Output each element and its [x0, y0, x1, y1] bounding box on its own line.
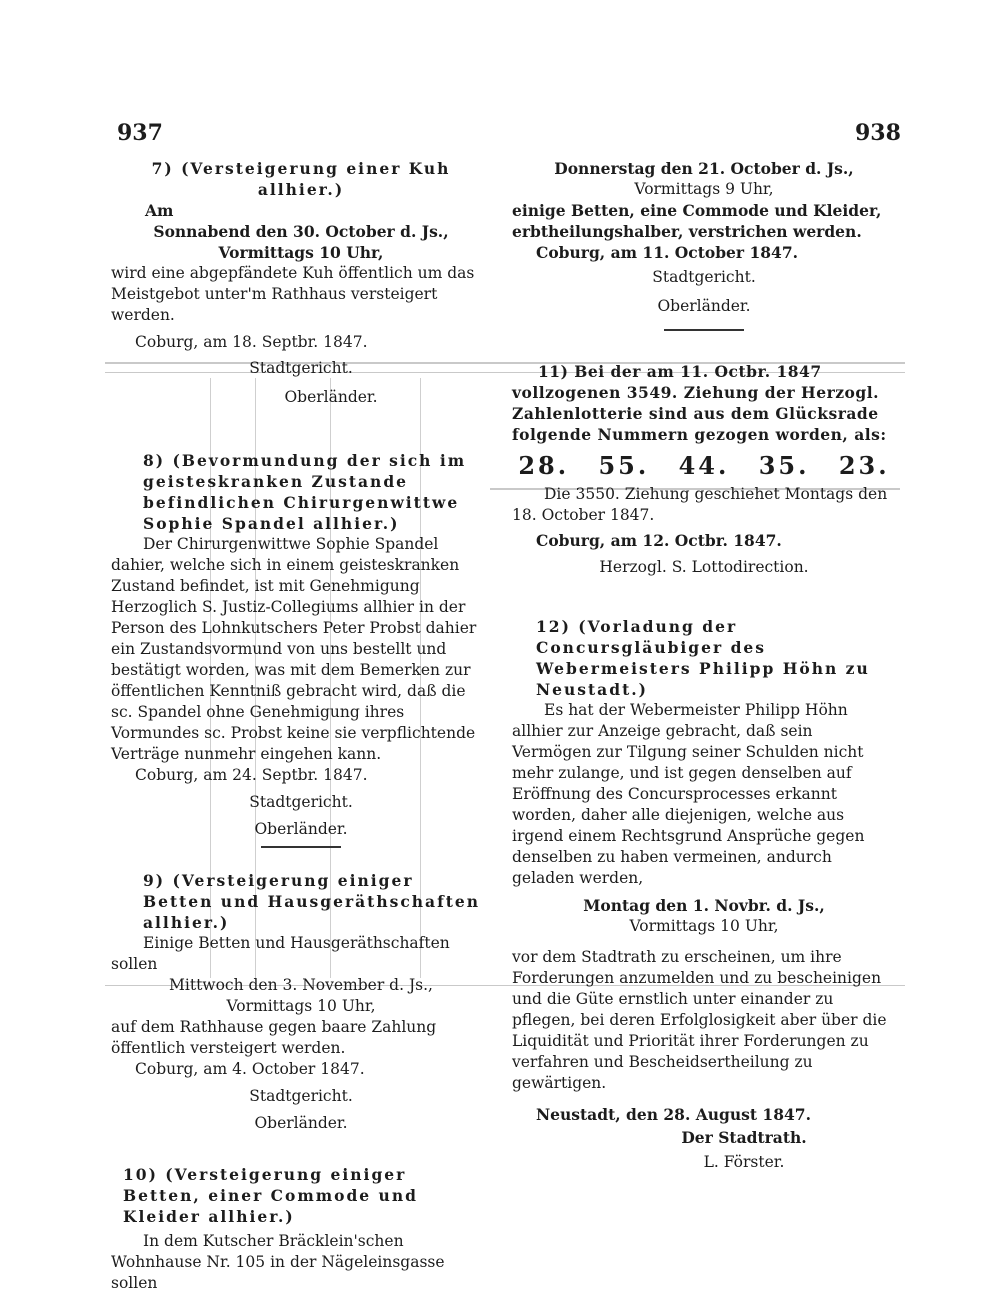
signature: Oberländer.	[254, 1114, 348, 1132]
right-column	[512, 158, 896, 1173]
notice-heading: 10) (Versteigerung einiger Betten, einer Commode und Kleider allhier.)	[123, 1165, 418, 1226]
notice-10	[111, 1164, 491, 1294]
hearing-time: Vormittags 10 Uhr,	[629, 917, 779, 935]
notice-8	[111, 450, 491, 848]
section-rule	[664, 329, 744, 331]
auction-day: Mittwoch den 3. November d. Js.,	[169, 976, 433, 994]
notice-10-continued	[512, 158, 896, 331]
notice-line: Am	[145, 201, 174, 220]
notice-body: Der Chirurgenwittwe Sophie Spandel dahier, welche sich in einem geisteskranken Zustand befindet, ist mit Genehmigung Herzoglich S. Justiz-Collegiums allhier in der Person des Lohnkutschers Peter Probst dahier ein Zustandsvormund von uns bestellt und bestätigt worden, was mit dem Bemerken zur öffentlichen Kenntniß gebracht wird, daß die sc. Spandel ohne Genehmigung ihres Vormundes sc. Probst keine sie verpflichtende Verträge nunmehr eingehen kann.	[111, 535, 477, 763]
notice-body: vor dem Stadtrath zu erscheinen, um ihre Forderungen anzumelden und zu bescheinigen und die Güte ernstlich unter einander zu pflegen, bei deren Erfolglosigkeit aber über die Liquidität und Priorität ihrer Forderungen zu verfahren und Bescheidsertheilung zu gewärtigen.	[512, 948, 887, 1092]
auction-day: Sonnabend den 30. October d. Js.,	[153, 222, 449, 241]
court-name: Stadtgericht.	[652, 268, 756, 286]
notice-heading: 9) (Versteigerung einiger Betten und Hausgeräthschaften allhier.)	[143, 871, 481, 932]
auction-time: Vormittags 9 Uhr,	[634, 180, 774, 198]
authority-name: Herzogl. S. Lottodirection.	[599, 558, 809, 576]
place-date: Neustadt, den 28. August 1847.	[536, 1105, 811, 1124]
page-number-right: 938	[855, 120, 901, 146]
notice-body: auf dem Rathhause gegen baare Zahlung öffentlich versteigert werden.	[111, 1018, 437, 1057]
lottery-number: 44.	[678, 451, 730, 480]
page-number-left: 937	[117, 120, 163, 146]
auction-time: Vormittags 10 Uhr,	[226, 997, 376, 1015]
signature: Oberländer.	[657, 297, 751, 315]
notice-12	[512, 616, 896, 1173]
notice-body: wird eine abgepfändete Kuh öffentlich um das Meistgebot unter'm Rathhaus versteigert werden.	[111, 264, 475, 324]
lottery-number: 55.	[598, 451, 650, 480]
notice-heading: 12) (Vorladung der Concursgläubiger des Webermeisters Philipp Höhn zu Neustadt.)	[536, 617, 870, 699]
notice-heading: 8) (Bevormundung der sich im geisteskranken Zustande befindlichen Chirurgenwittwe Sophie Spandel allhier.)	[143, 451, 467, 533]
notice-9	[111, 870, 491, 1134]
notice-11	[512, 361, 896, 578]
section-rule	[261, 846, 341, 848]
notice-body: Einige Betten und Hausgeräthschaften sollen	[111, 934, 450, 973]
left-column	[111, 158, 491, 1294]
lottery-numbers	[512, 451, 896, 480]
hearing-day: Montag den 1. Novbr. d. Js.,	[583, 896, 825, 915]
court-name: Stadtgericht.	[249, 359, 353, 377]
notice-body: einige Betten, eine Commode und Kleider, erbtheilungshalber, verstrichen werden.	[512, 201, 882, 241]
place-date: Coburg, am 12. Octbr. 1847.	[536, 531, 782, 550]
place-date: Coburg, am 18. Septbr. 1847.	[135, 333, 368, 351]
signature: Oberländer.	[284, 388, 378, 406]
notice-7	[111, 158, 491, 408]
signature: L. Förster.	[703, 1153, 785, 1171]
next-draw-text: Die 3550. Ziehung geschiehet Montags den 18. October 1847.	[512, 485, 888, 524]
court-name: Der Stadtrath.	[681, 1128, 807, 1147]
place-date: Coburg, am 24. Septbr. 1847.	[135, 766, 368, 784]
court-name: Stadtgericht.	[249, 1087, 353, 1105]
notice-body: In dem Kutscher Bräcklein'schen Wohnhause Nr. 105 in der Nägeleinsgasse sollen	[111, 1232, 445, 1292]
place-date: Coburg, am 4. October 1847.	[135, 1060, 365, 1078]
court-name: Stadtgericht.	[249, 793, 353, 811]
place-date: Coburg, am 11. October 1847.	[536, 243, 799, 262]
notice-heading: 7) (Versteigerung einer Kuh allhier.)	[151, 159, 451, 199]
signature: Oberländer.	[254, 820, 348, 838]
lottery-number: 35.	[758, 451, 810, 480]
auction-day: Donnerstag den 21. October d. Js.,	[554, 159, 854, 178]
lottery-number: 23.	[838, 451, 890, 480]
notice-heading: 11) Bei der am 11. Octbr. 1847 vollzogenen 3549. Ziehung der Herzogl. Zahlenlotterie sind aus dem Glücksrade folgende Nummern gezogen worden, als:	[512, 362, 887, 444]
auction-time: Vormittags 10 Uhr,	[218, 243, 384, 262]
lottery-number: 28.	[518, 451, 570, 480]
notice-body: Es hat der Webermeister Philipp Höhn allhier zur Anzeige gebracht, daß sein Vermögen zur Tilgung seiner Schulden nicht mehr zulange, und ist gegen denselben auf Eröffnung des Concursprocesses erkannt worden, daher alle diejenigen, welche aus irgend einem Rechtsgrund Ansprüche gegen denselben zu haben vermeinen, andurch geladen werden,	[512, 701, 865, 887]
